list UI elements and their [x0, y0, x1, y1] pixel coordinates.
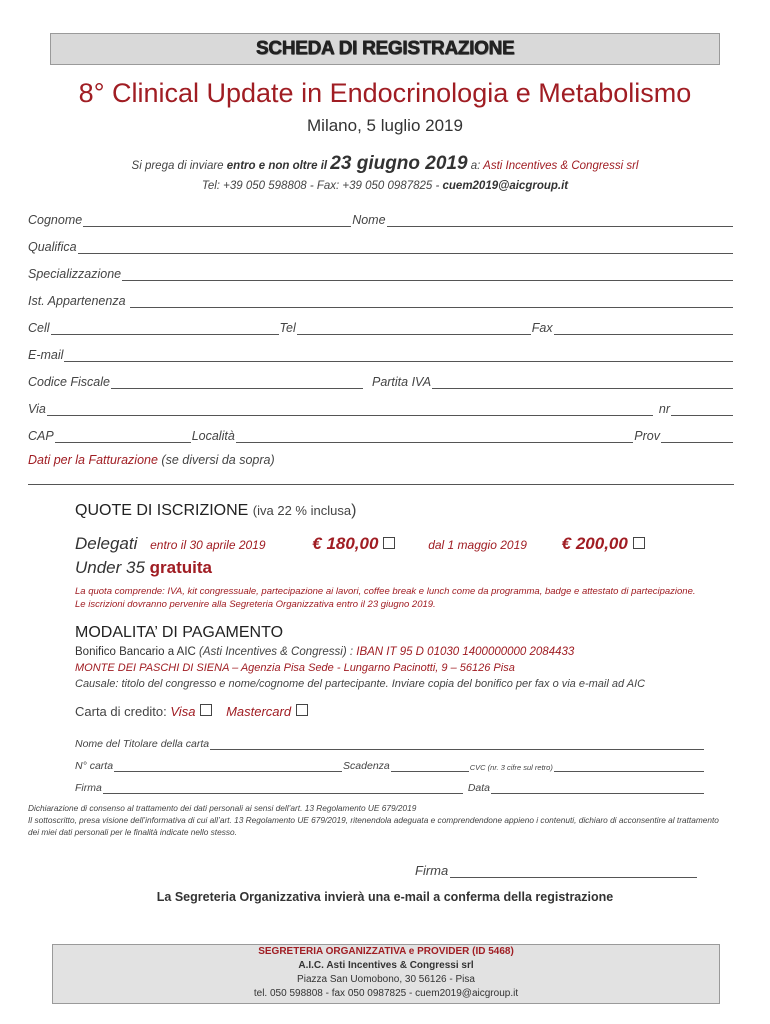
- invite-bold: entro e non oltre il: [226, 160, 328, 172]
- quote-iva: (iva 22 % inclusa: [252, 503, 352, 518]
- label-nr: nr: [658, 402, 670, 416]
- visa-checkbox[interactable]: [200, 704, 212, 716]
- footer-box: [52, 944, 720, 1004]
- bank-address: MONTE DEI PASCHI DI SIENA – Agenzia Pisa Sede - Lungarno Pacinotti, 9 – 56126 Pisa: [75, 662, 515, 674]
- row-carta: [75, 758, 705, 772]
- label-cvc: CVC (nr. 3 cifre sul retro): [469, 763, 553, 772]
- form-header-title: SCHEDA DI REGISTRAZIONE: [255, 38, 515, 59]
- delegati-label: Delegati: [75, 534, 138, 553]
- field-qualifica[interactable]: [78, 241, 733, 254]
- field-via[interactable]: [47, 403, 653, 416]
- label-cognome: Cognome: [28, 213, 83, 227]
- consent-line2: Il sottoscritto, presa visione dell’informativa di cui all’art. 13 Regolamento UE 679/2019, ritenendola adeguata e comprendendone appieno i contenuti, dichiaro di acconsentire al trattamento dei miei dati personali per le finalità indicate nello stesso.: [28, 815, 719, 837]
- mastercard-checkbox[interactable]: [296, 704, 308, 716]
- privacy-consent: [28, 802, 728, 838]
- row-contacts: [28, 319, 734, 335]
- label-cell: Cell: [28, 321, 50, 335]
- field-fatturazione[interactable]: [28, 484, 734, 485]
- footer-line1: SEGRETERIA ORGANIZZATIVA e PROVIDER (ID 5468): [258, 946, 514, 957]
- field-partita-iva[interactable]: [432, 376, 733, 389]
- final-signature: [415, 862, 697, 878]
- label-nome: Nome: [352, 213, 386, 227]
- under35-label: Under 35: [75, 558, 145, 577]
- row-qualifica: [28, 238, 734, 254]
- row-email: [28, 346, 734, 362]
- field-prov[interactable]: [661, 430, 733, 443]
- send-instructions: [0, 153, 770, 175]
- causale: Causale: titolo del congresso e nome/cognome del partecipante. Inviare copia del bonifico per fax o via e-mail ad AIC: [75, 678, 646, 690]
- fatturazione-label: [28, 453, 275, 467]
- row-via: [28, 400, 734, 416]
- label-localita: Località: [191, 429, 235, 443]
- label-email: E-mail: [28, 348, 64, 362]
- footer-line3: Piazza San Uomobono, 30 56126 - Pisa: [297, 974, 475, 985]
- confirmation-note: La Segreteria Organizzativa invierà una e-mail a conferma della registrazione: [156, 890, 614, 904]
- bonifico-line: [75, 646, 574, 658]
- contact-email: cuem2019@aicgroup.it: [442, 180, 569, 192]
- quote-note: La quota comprende: IVA, kit congressuale, partecipazione ai lavori, coffee break e lunch come da programma, badge e attestato di partecipazione. Le iscrizioni dovranno pervenire alla Segreteria Organizzativa entro il 23 giugno 2019.: [75, 586, 696, 610]
- payment-heading: MODALITA’ DI PAGAMENTO: [75, 624, 284, 641]
- footer-line2: A.I.C. Asti Incentives & Congressi srl: [298, 960, 474, 971]
- deadline-date: 23 giugno 2019: [330, 153, 468, 174]
- field-titolare[interactable]: [210, 739, 704, 750]
- label-cap: CAP: [28, 429, 54, 443]
- label-scadenza: Scadenza: [343, 760, 390, 772]
- field-ist[interactable]: [130, 295, 733, 308]
- iban: IBAN IT 95 D 01030 1400000000 2084433: [356, 646, 575, 658]
- label-ist: Ist. Appartenenza: [28, 294, 126, 308]
- field-email[interactable]: [64, 349, 733, 362]
- field-fax[interactable]: [554, 322, 733, 335]
- label-specializzazione: Specializzazione: [28, 267, 122, 281]
- credit-card-label: Carta di credito:: [75, 704, 171, 719]
- row-firma-data: [75, 780, 705, 794]
- early-checkbox[interactable]: [383, 537, 395, 549]
- label-data: Data: [467, 782, 491, 794]
- label-firma: Firma: [415, 863, 449, 878]
- quote-heading: [75, 502, 356, 520]
- form-header: [50, 33, 720, 65]
- field-cell[interactable]: [51, 322, 279, 335]
- consent-line1: Dichiarazione di consenso al trattamento dei dati personali ai sensi dell’art. 13 Regolamento UE 679/2019: [28, 803, 417, 813]
- label-codice-fiscale: Codice Fiscale: [28, 375, 110, 389]
- row-ist: [28, 292, 734, 308]
- field-firma[interactable]: [450, 865, 697, 878]
- field-cap[interactable]: [55, 430, 191, 443]
- fatturazione-note: (se diversi da sopra): [157, 453, 275, 467]
- invite-recipient: Asti Incentives & Congressi srl: [483, 160, 639, 172]
- late-label: dal 1 maggio 2019: [428, 538, 527, 552]
- label-via: Via: [28, 402, 46, 416]
- contact-phone-fax: Tel: +39 050 598808 - Fax: +39 050 0987825 -: [201, 180, 443, 192]
- row-specializzazione: [28, 265, 734, 281]
- bonifico-label: Bonifico Bancario a AIC: [75, 646, 200, 658]
- field-specializzazione[interactable]: [122, 268, 733, 281]
- late-price: € 200,00: [561, 534, 628, 553]
- row-titolare: [75, 736, 705, 750]
- label-ncarta: N° carta: [75, 760, 114, 772]
- early-price: € 180,00: [312, 534, 379, 553]
- delegati-row: [75, 534, 645, 554]
- early-label: entro il 30 aprile 2019: [150, 538, 266, 552]
- row-cognome-nome: [28, 211, 734, 227]
- field-cvc[interactable]: [554, 761, 704, 772]
- label-titolare: Nome del Titolare della carta: [75, 738, 210, 750]
- field-firma-carta[interactable]: [103, 783, 463, 794]
- late-checkbox[interactable]: [633, 537, 645, 549]
- label-partita-iva: Partita IVA: [371, 375, 432, 389]
- visa-label: Visa: [170, 704, 196, 719]
- field-cognome[interactable]: [83, 214, 351, 227]
- mastercard-label: Mastercard: [226, 704, 292, 719]
- under35-row: [75, 558, 212, 578]
- fatturazione-title: Dati per la Fatturazione: [28, 453, 158, 467]
- field-localita[interactable]: [236, 430, 634, 443]
- label-prov: Prov: [634, 429, 660, 443]
- bonifico-paren: (Asti Incentives & Congressi) :: [199, 646, 357, 658]
- footer-line4: tel. 050 598808 - fax 050 0987825 - cuem2019@aicgroup.it: [253, 988, 519, 999]
- field-nome[interactable]: [387, 214, 733, 227]
- credit-card-row: [75, 704, 308, 719]
- field-codice-fiscale[interactable]: [111, 376, 363, 389]
- event-subtitle: Milano, 5 luglio 2019: [307, 116, 463, 135]
- event-title: 8° Clinical Update in Endocrinologia e Metabolismo: [78, 78, 692, 108]
- quote-paren-close: ): [351, 502, 357, 519]
- invite-pre: Si prega di inviare: [131, 160, 227, 172]
- row-cap: [28, 427, 734, 443]
- under35-gratuita: gratuita: [149, 558, 213, 577]
- label-firma-carta: Firma: [75, 782, 102, 794]
- row-fiscale: [28, 373, 734, 389]
- field-tel[interactable]: [297, 322, 531, 335]
- quote-heading-text: QUOTE DI ISCRIZIONE: [75, 502, 253, 519]
- label-qualifica: Qualifica: [28, 240, 77, 254]
- field-scadenza[interactable]: [391, 761, 469, 772]
- field-nr[interactable]: [671, 403, 733, 416]
- invite-to-label: a:: [470, 160, 481, 172]
- contact-line: [0, 180, 770, 192]
- label-tel: Tel: [279, 321, 296, 335]
- field-data[interactable]: [491, 783, 704, 794]
- field-ncarta[interactable]: [114, 761, 342, 772]
- label-fax: Fax: [531, 321, 553, 335]
